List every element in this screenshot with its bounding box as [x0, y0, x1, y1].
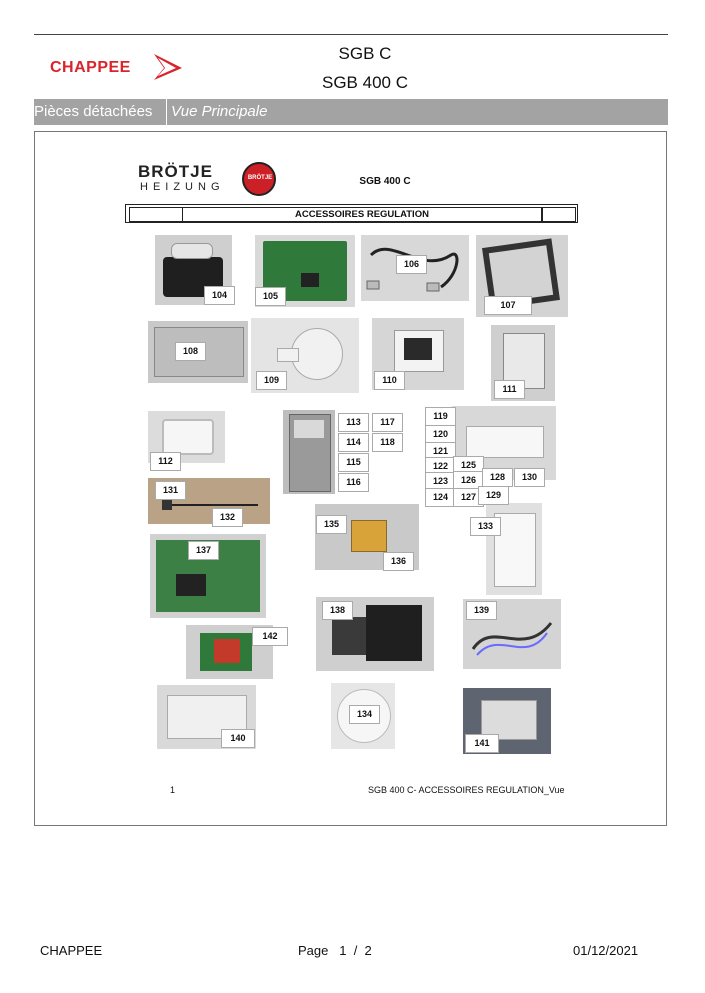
part-label-118: 118: [372, 433, 403, 452]
part-label-107: 107: [484, 296, 532, 315]
footer-page-label: Page: [298, 943, 329, 958]
pcb-chip-shape: [301, 273, 319, 287]
part-label-129: 129: [478, 486, 509, 505]
part-label-138: 138: [322, 601, 353, 620]
relay-board-red-shape: [214, 639, 240, 663]
part-label-142: 142: [252, 627, 288, 646]
document-title-line2: SGB 400 C: [322, 73, 408, 92]
sheet-title-cell-left: [129, 207, 183, 222]
part-label-106: 106: [396, 255, 427, 274]
brotje-badge-icon: [242, 162, 276, 196]
brotje-logo-bottom: HEIZUNG: [140, 181, 225, 193]
chappee-logo: [48, 50, 188, 84]
capacitor-shape: [351, 520, 387, 552]
control-unit-plate-shape: [332, 617, 366, 655]
part-label-123: 123: [425, 472, 456, 491]
part-label-122: 122: [425, 457, 456, 476]
chappee-swoosh-icon: [152, 52, 184, 82]
part-label-108: 108: [175, 342, 206, 361]
thermostat-display-shape: [294, 420, 324, 438]
control-unit-shape: [366, 605, 422, 661]
view-label: Vue Principale: [171, 103, 268, 120]
sheet-model: SGB 400 C: [359, 176, 411, 187]
transparent-window-shape: [162, 419, 214, 455]
sheet-title-cell-right: [542, 207, 576, 222]
part-label-104: 104: [204, 286, 235, 305]
footer-page-separator: /: [353, 943, 358, 958]
part-label-117: 117: [372, 413, 403, 432]
part-label-109: 109: [256, 371, 287, 390]
top-rule: [34, 34, 668, 35]
sheet-page-index: 1: [170, 785, 176, 795]
part-label-112: 112: [150, 452, 181, 471]
brotje-badge-text: BRÖTJE: [247, 175, 273, 181]
sheet-reference: SGB 400 C- ACCESSOIRES REGULATION_Vue: [368, 785, 565, 795]
footer-company: CHAPPEE: [40, 943, 103, 958]
sensor-wire-shape: [168, 504, 258, 506]
connector-shape: [466, 426, 544, 458]
part-label-141: 141: [465, 734, 499, 753]
knob-stem-shape: [277, 348, 299, 362]
section-band: [34, 99, 668, 125]
part-label-119: 119: [425, 407, 456, 426]
part-label-110: 110: [374, 371, 405, 390]
part-label-130: 130: [514, 468, 545, 487]
chappee-logo-text: CHAPPEE: [50, 59, 131, 76]
brotje-logo-top: BRÖTJE: [138, 162, 213, 181]
part-label-127: 127: [453, 488, 484, 507]
part-label-135: 135: [316, 515, 347, 534]
switch-rocker-shape: [404, 338, 432, 360]
part-label-113: 113: [338, 413, 369, 432]
part-label-125: 125: [453, 456, 484, 475]
fuse-shape: [171, 243, 213, 259]
part-label-133: 133: [470, 517, 501, 536]
footer-pagination: [298, 943, 372, 958]
footer-page-current: 1: [339, 943, 347, 958]
control-board-relay-shape: [176, 574, 206, 596]
sensor-tip-shape: [162, 500, 172, 510]
part-label-128: 128: [482, 468, 513, 487]
part-label-139: 139: [466, 601, 497, 620]
part-label-126: 126: [453, 471, 484, 490]
part-label-124: 124: [425, 488, 456, 507]
footer-date: 01/12/2021: [573, 943, 639, 958]
brotje-logo: [138, 162, 278, 196]
part-photo-113-118: [283, 410, 335, 494]
part-label-111: 111: [494, 380, 525, 399]
sheet-section-title: ACCESSOIRES REGULATION: [182, 207, 542, 222]
part-label-137: 137: [188, 541, 219, 560]
document-title-line1: SGB C: [338, 44, 392, 63]
footer-page-total: 2: [364, 943, 372, 958]
part-label-136: 136: [383, 552, 414, 571]
part-label-132: 132: [212, 508, 243, 527]
part-label-114: 114: [338, 433, 369, 452]
section-label: Pièces détachées: [34, 103, 153, 120]
part-label-115: 115: [338, 453, 369, 472]
part-label-105: 105: [255, 287, 286, 306]
part-label-140: 140: [221, 729, 255, 748]
part-label-120: 120: [425, 425, 456, 444]
part-label-116: 116: [338, 473, 369, 492]
part-label-131: 131: [155, 481, 186, 500]
sheet-title-box: [125, 204, 578, 223]
part-label-134: 134: [349, 705, 380, 724]
band-separator: [166, 99, 167, 125]
part-label-121: 121: [425, 442, 456, 461]
